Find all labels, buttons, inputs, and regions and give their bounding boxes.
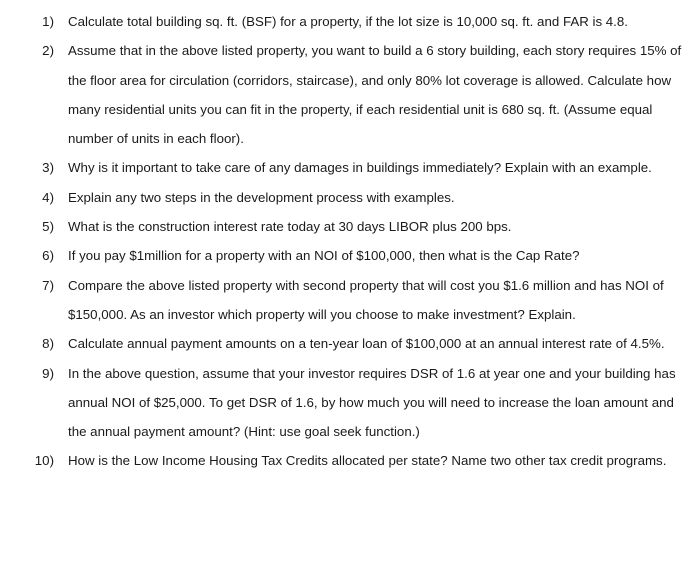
question-item xyxy=(0,241,700,270)
question-item xyxy=(0,183,700,212)
question-text: What is the construction interest rate today at 30 days LIBOR plus 200 bps. xyxy=(68,219,512,235)
question-number: 1) xyxy=(42,14,54,29)
question-item xyxy=(0,446,700,475)
question-item xyxy=(0,7,700,36)
question-number: 4) xyxy=(42,189,54,205)
question-number: 5) xyxy=(42,219,54,235)
question-text: How is the Low Income Housing Tax Credits allocated per state? Name two other tax credit programs. xyxy=(68,453,667,469)
question-number: 10) xyxy=(34,453,54,469)
question-item xyxy=(0,271,700,330)
question-text: Explain any two steps in the development process with examples. xyxy=(68,189,455,205)
question-number: 8) xyxy=(42,336,54,352)
question-number: 2) xyxy=(42,43,54,59)
question-text: Why is it important to take care of any damages in buildings immediately? Explain with an example. xyxy=(68,160,652,176)
question-text: Calculate total building sq. ft. (BSF) for a property, if the lot size is 10,000 sq. ft. and FAR is 4.8. xyxy=(68,14,628,29)
question-text: If you pay $1million for a property with an NOI of $100,000, then what is the Cap Rate? xyxy=(68,248,580,264)
question-item xyxy=(0,153,700,182)
question-item xyxy=(0,212,700,241)
question-text: Assume that in the above listed property, you want to build a 6 story building, each story requires 15% of the floor area for circulation (corridors, staircase), and only 80% lot coverage is allowed. Calculate how many residential units you can fit in the property, if each residential unit is 680 sq. ft. (Assume equal number of units in each floor). xyxy=(68,43,682,147)
question-text: Calculate annual payment amounts on a ten-year loan of $100,000 at an annual interest rate of 4.5%. xyxy=(68,336,665,352)
question-number: 9) xyxy=(42,365,54,381)
question-number: 3) xyxy=(42,160,54,176)
question-number: 6) xyxy=(42,248,54,264)
question-text: In the above question, assume that your investor requires DSR of 1.6 at year one and your building has annual NOI of $25,000. To get DSR of 1.6, by how much you will need to increase the loan amount and the annual payment amount? (Hint: use goal seek function.) xyxy=(68,365,676,440)
question-item xyxy=(0,36,700,153)
question-item xyxy=(0,359,700,447)
question-text: Compare the above listed property with second property that will cost you $1.6 million and has NOI of $150,000. As an investor which property will you choose to make investment? Explain. xyxy=(68,277,664,322)
question-item xyxy=(0,329,700,358)
question-number: 7) xyxy=(42,277,54,293)
